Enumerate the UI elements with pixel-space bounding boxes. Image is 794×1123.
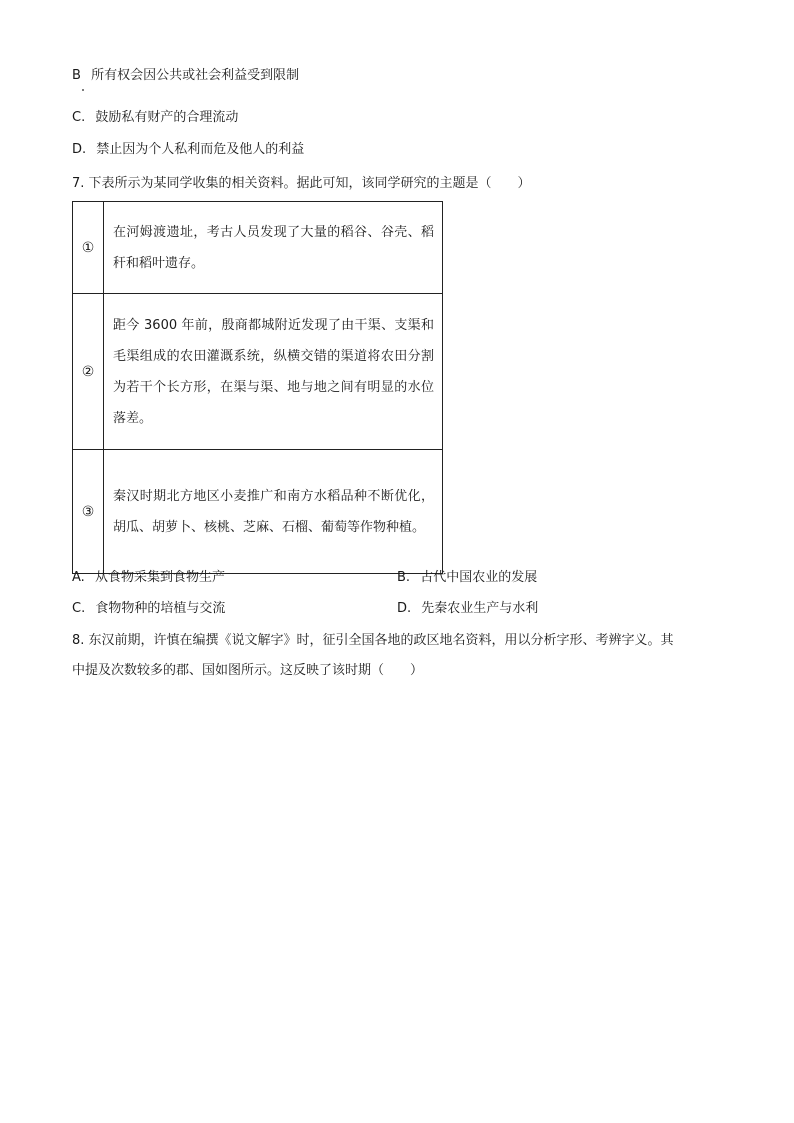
table-row	[73, 450, 443, 574]
row-number: ③	[73, 450, 104, 574]
option-text: 所有权会因公共或社会利益受到限制	[91, 68, 300, 83]
q7-stem: 7. 下表所示为某同学收集的相关资料。据此可知，该同学研究的主题是（ ）	[72, 176, 531, 191]
option-label: D.	[397, 601, 412, 616]
q7-option-b[interactable]	[397, 569, 537, 587]
option-label: A.	[72, 570, 85, 585]
row-number: ②	[73, 294, 104, 450]
table-row	[73, 202, 443, 294]
row-text: 秦汉时期北方地区小麦推广和南方水稻品种不断优化，胡瓜、胡萝卜、核桃、芝麻、石榴、葡萄等作物种植。	[104, 450, 443, 574]
row-text: 距今 3600 年前，殷商都城附近发现了由干渠、支渠和毛渠组成的农田灌溉系统，纵横交错的渠道将农田分割为若干个长方形，在渠与渠、地与地之间有明显的水位落差。	[104, 294, 443, 450]
row-text: 在河姆渡遗址，考古人员发现了大量的稻谷、谷壳、稻秆和稻叶遗存。	[104, 202, 443, 294]
q6-option-b[interactable]	[72, 67, 299, 85]
option-text: 鼓励私有财产的合理流动	[95, 110, 239, 125]
option-label: C.	[72, 110, 86, 125]
q8-stem-line-1: 8. 东汉前期，许慎在编撰《说文解字》时，征引全国各地的政区地名资料，用以分析字形、考辨字义。其	[72, 633, 674, 648]
q8-stem-line-2: 中提及次数较多的郡、国如图所示。这反映了该时期（ ）	[72, 663, 424, 678]
option-text: 先秦农业生产与水利	[421, 601, 539, 616]
q7-option-c[interactable]	[72, 600, 225, 618]
option-label: C.	[72, 601, 86, 616]
table-row	[73, 294, 443, 450]
option-label: B.	[397, 570, 411, 585]
stray-mark	[82, 89, 84, 91]
option-text: 禁止因为个人私利而危及他人的利益	[96, 142, 305, 157]
q7-option-d[interactable]	[397, 600, 538, 618]
option-text: 古代中国农业的发展	[420, 570, 538, 585]
option-label: D.	[72, 142, 87, 157]
q7-option-a[interactable]	[72, 569, 225, 587]
option-label: B	[72, 68, 81, 83]
q6-option-c[interactable]	[72, 109, 238, 127]
option-text: 食物物种的培植与交流	[95, 601, 226, 616]
q6-option-d[interactable]	[72, 141, 304, 159]
option-text: 从食物采集到食物生产	[94, 570, 225, 585]
row-number: ①	[73, 202, 104, 294]
q7-source-table	[72, 201, 443, 574]
